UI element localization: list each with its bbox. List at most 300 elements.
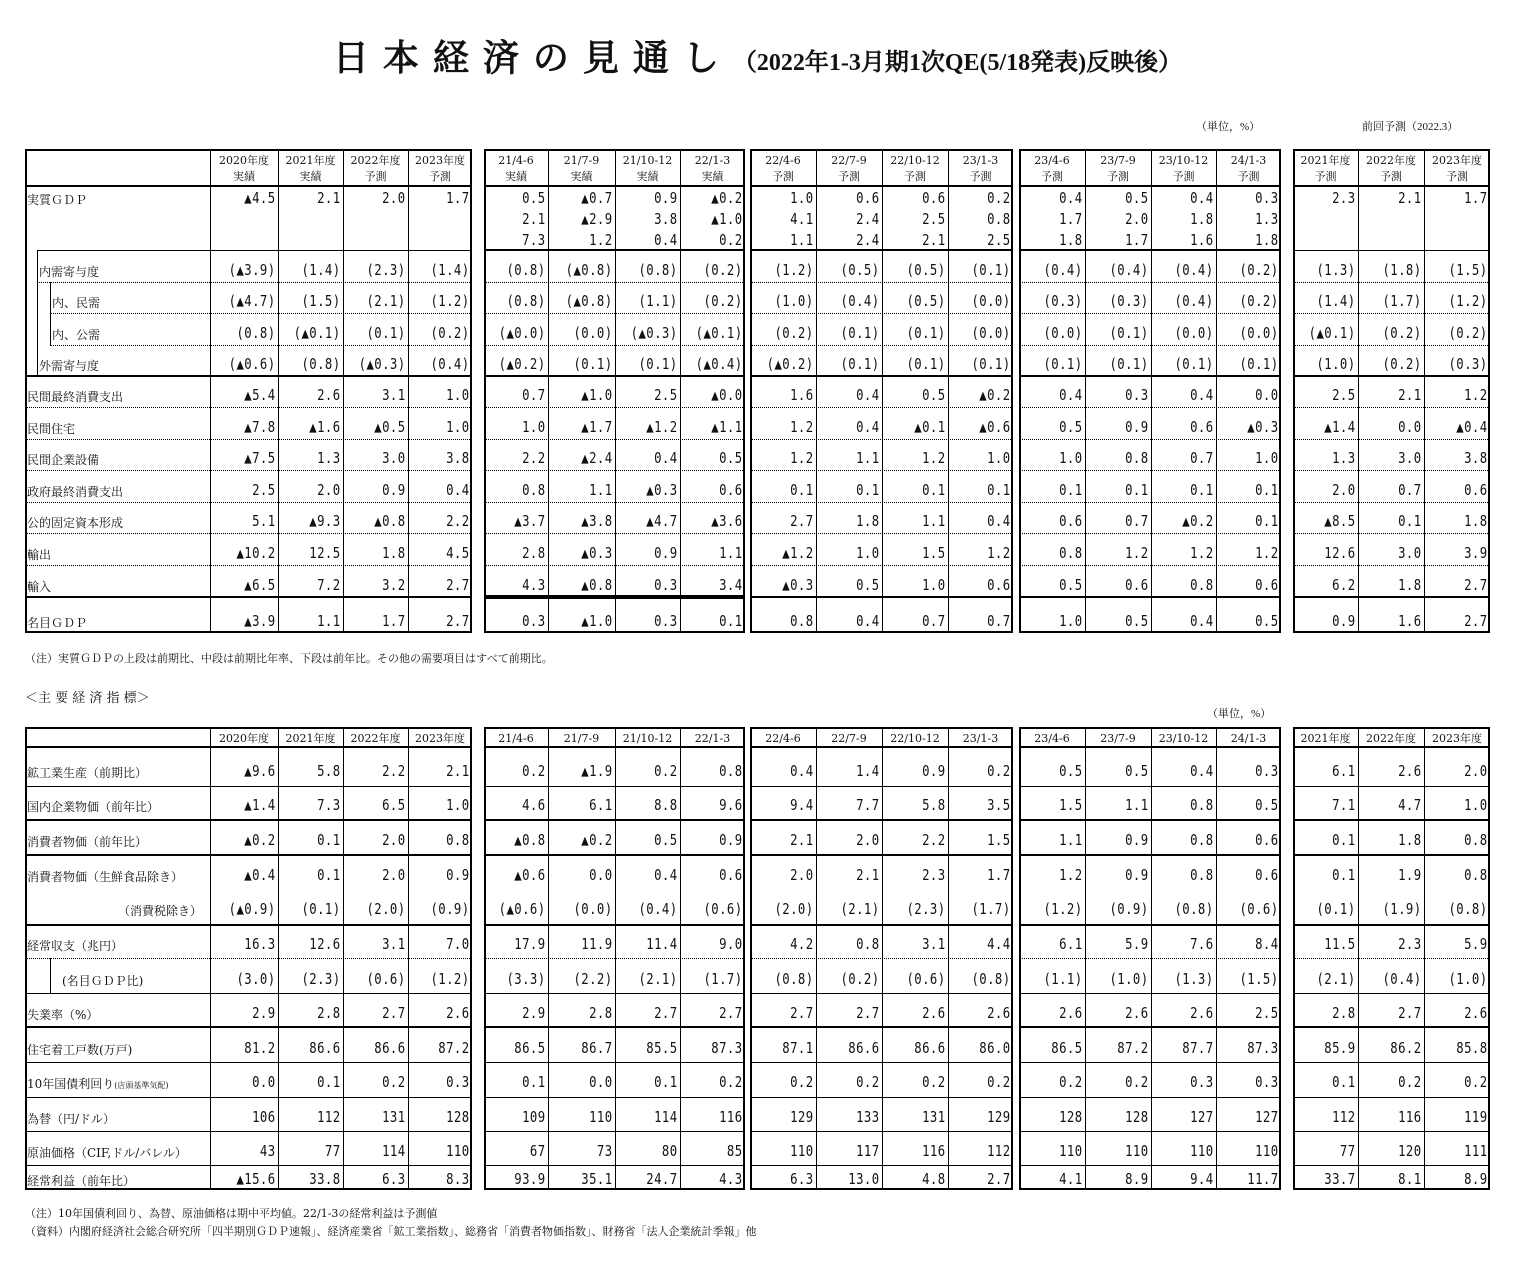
row-label: 輸出 <box>27 548 52 562</box>
table-cell: (0.6) <box>366 970 406 988</box>
table-cell: 2.2 <box>382 762 406 780</box>
row-label <box>27 764 147 781</box>
divider <box>25 502 472 503</box>
table-cell: 0.4 <box>1190 386 1214 404</box>
table-cell: 6.2 <box>1332 576 1356 594</box>
unit-label: （単位，%） <box>1196 121 1261 133</box>
table-cell: (0.1) <box>1109 324 1149 342</box>
sources-note: （資料）内閣府経済社会総合研究所「四半期別ＧＤＰ速報」、経済産業省「鉱工業指数」、総務省「消費者物価指数」、財務省「法人企業統計季報」他 <box>25 1225 757 1238</box>
divider <box>37 282 472 283</box>
table-cell: (2.1) <box>840 900 880 918</box>
table-cell: 87.2 <box>1117 1039 1149 1057</box>
table-cell: 2.6 <box>922 1004 946 1022</box>
table-cell: (0.0) <box>1043 324 1083 342</box>
table-cell: 110 <box>790 1142 814 1160</box>
table-cell: (0.4) <box>1109 261 1149 279</box>
table-cell: 0.8 <box>1190 831 1214 849</box>
divider <box>484 502 745 503</box>
divider <box>25 1062 472 1063</box>
divider <box>1019 924 1281 926</box>
column-header-type: 予測 <box>1380 170 1402 183</box>
cell-real-gdp-quarterly-qoq: 0.5 <box>1125 189 1149 207</box>
divider <box>750 282 1013 283</box>
table-cell: 11.5 <box>1324 935 1356 953</box>
divider <box>750 407 1013 408</box>
table-cell: 87.7 <box>1182 1039 1214 1057</box>
divider <box>750 439 1013 440</box>
table-cell: 106 <box>252 1108 276 1126</box>
divider <box>1019 1026 1281 1028</box>
table-cell: (0.3) <box>1448 355 1488 373</box>
divider <box>1019 439 1281 440</box>
table-cell: 0.4 <box>987 512 1011 530</box>
table-cell: 112 <box>317 1108 341 1126</box>
table-cell: 0.6 <box>987 576 1011 594</box>
table-cell: (1.2) <box>1043 900 1083 918</box>
table-cell: 0.7 <box>522 386 546 404</box>
table-cell: (0.1) <box>971 355 1011 373</box>
table-cell: 2.9 <box>252 1004 276 1022</box>
table-cell: (1.5) <box>1448 261 1488 279</box>
table-cell: (0.4) <box>840 292 880 310</box>
table-cell: (2.3) <box>906 900 946 918</box>
column-header-period: 21/10-12 <box>622 154 673 167</box>
table-cell: 0.2 <box>987 1073 1011 1091</box>
table-cell: 0.2 <box>719 1073 743 1091</box>
row-label: 民間最終消費支出 <box>27 390 124 404</box>
column-header <box>680 153 745 185</box>
table-cell: 0.6 <box>719 866 743 884</box>
table-cell: ▲4.7 <box>646 512 678 530</box>
divider <box>750 345 1013 346</box>
row-label <box>27 1144 187 1161</box>
divider <box>1019 958 1281 959</box>
table-cell: 1.1 <box>589 481 613 499</box>
table-cell: ▲7.8 <box>244 418 276 436</box>
table-cell: (0.8) <box>506 261 546 279</box>
table-cell: 0.9 <box>1125 418 1149 436</box>
table-cell: 9.4 <box>1190 1170 1214 1188</box>
table-cell: 0.1 <box>1059 481 1083 499</box>
cell-real-gdp-quarterly-annualized: 4.1 <box>790 210 814 228</box>
divider <box>1019 993 1281 994</box>
cell-real-gdp-quarterly-yoy: 2.4 <box>856 231 880 249</box>
cell-real-gdp-quarterly-annualized: 0.8 <box>987 210 1011 228</box>
divider <box>25 1131 472 1132</box>
table-cell: 2.7 <box>382 1004 406 1022</box>
table-cell: (▲0.9) <box>228 900 276 918</box>
table-cell: ▲5.4 <box>244 386 276 404</box>
divider <box>1019 1062 1281 1063</box>
table-cell: 4.3 <box>719 1170 743 1188</box>
cell-real-gdp-quarterly-annualized: 3.8 <box>654 210 678 228</box>
table-cell: 85.8 <box>1456 1039 1488 1057</box>
divider <box>484 282 745 283</box>
table-cell: 0.8 <box>1125 449 1149 467</box>
table-cell: 2.5 <box>1332 386 1356 404</box>
table-cell: 1.6 <box>790 386 814 404</box>
table-cell: 110 <box>1125 1142 1149 1160</box>
table-cell: 2.0 <box>856 831 880 849</box>
divider <box>1293 1131 1490 1132</box>
table-cell: 24.7 <box>646 1170 678 1188</box>
table-cell: 6.1 <box>589 796 613 814</box>
column-header-type: 予測 <box>1041 170 1063 183</box>
table-cell: (3.3) <box>506 970 546 988</box>
table-cell: 7.3 <box>317 796 341 814</box>
table1-note: （注）実質ＧＤＰの上段は前期比、中段は前期比年率、下段は前年比。その他の需要項目はすべて前期比。 <box>25 652 553 665</box>
table-cell: 0.1 <box>522 1073 546 1091</box>
table-cell: 112 <box>1332 1108 1356 1126</box>
table-cell: 110 <box>589 1108 613 1126</box>
table-cell: 0.3 <box>446 1073 470 1091</box>
row-label-text: 鉱工業生産（前期比） <box>27 766 148 780</box>
column-header-type: 予測 <box>364 170 387 183</box>
table-cell: 7.0 <box>446 935 470 953</box>
table-cell: 1.8 <box>1464 512 1488 530</box>
column-header-period: 23/7-9 <box>1100 154 1136 167</box>
column-header <box>816 153 882 185</box>
row-label: 公的固定資本形成 <box>27 516 124 530</box>
row-label: 内、民需 <box>52 296 101 310</box>
table-cell: 1.0 <box>987 449 1011 467</box>
table-cell: ▲0.3 <box>1247 418 1279 436</box>
table-cell: (1.9) <box>1382 900 1422 918</box>
row-label <box>27 937 123 954</box>
table-cell: 2.7 <box>1464 612 1488 630</box>
table-cell: 85 <box>726 1142 743 1160</box>
table-cell: 8.1 <box>1398 1170 1422 1188</box>
table-cell: 1.0 <box>856 544 880 562</box>
table-cell: (0.2) <box>1382 355 1422 373</box>
table-cell: 0.1 <box>317 1073 341 1091</box>
row-label-text: 経常利益（前年比） <box>27 1174 136 1188</box>
column-header <box>343 153 408 185</box>
divider <box>1019 185 1281 187</box>
table-cell: 0.3 <box>1255 762 1279 780</box>
column-header-type: 予測 <box>772 170 794 183</box>
divider <box>25 958 472 959</box>
table-cell: (2.3) <box>301 970 341 988</box>
divider <box>25 786 472 787</box>
table-cell: 1.1 <box>922 512 946 530</box>
divider <box>25 854 472 856</box>
table-cell: 1.3 <box>1332 449 1356 467</box>
divider <box>484 854 745 856</box>
cell-real-gdp-quarterly-annualized: ▲1.0 <box>711 210 743 228</box>
column-header <box>615 153 680 185</box>
divider <box>25 533 472 534</box>
column-header-period: 2021年度 <box>1300 154 1351 167</box>
table-cell: (0.4) <box>1174 292 1214 310</box>
table-cell: (▲0.0) <box>498 324 546 342</box>
cell-real-gdp-quarterly-qoq: ▲0.7 <box>581 189 613 207</box>
table-cell: (0.5) <box>840 261 880 279</box>
divider <box>1293 439 1490 440</box>
table-cell: (0.0) <box>573 900 613 918</box>
table-cell: 2.6 <box>1464 1004 1488 1022</box>
table-cell: 2.5 <box>252 481 276 499</box>
table-cell: ▲6.5 <box>244 576 276 594</box>
table-cell: ▲3.6 <box>711 512 743 530</box>
table-cell: (2.1) <box>1316 970 1356 988</box>
table-cell: ▲7.5 <box>244 449 276 467</box>
table-cell: ▲0.0 <box>711 386 743 404</box>
row-label <box>118 902 202 919</box>
table-cell: 112 <box>987 1142 1011 1160</box>
table-cell: 11.7 <box>1247 1170 1279 1188</box>
section-title-indicators: ＜主 要 経 済 指 標＞ <box>25 691 150 706</box>
table-cell: (1.7) <box>1382 292 1422 310</box>
table-cell: 2.7 <box>987 1170 1011 1188</box>
table-cell: 119 <box>1464 1108 1488 1126</box>
table-cell: 0.5 <box>856 576 880 594</box>
indent-line <box>37 250 38 376</box>
divider <box>1293 565 1490 566</box>
table-cell: 0.1 <box>1190 481 1214 499</box>
table-cell: 3.8 <box>1464 449 1488 467</box>
table-cell: 1.7 <box>987 866 1011 884</box>
divider <box>25 565 472 566</box>
divider <box>484 439 745 440</box>
table-cell: 2.7 <box>446 576 470 594</box>
divider <box>615 149 616 633</box>
title-subtitle: （2022年1-3月期1次QE(5/18発表)反映後） <box>732 50 1183 76</box>
table2-note: （注）10年国債利回り、為替、原油価格は期中平均値。22/1-3の経常利益は予測値 <box>25 1207 438 1220</box>
table-cell: (0.0) <box>1239 324 1279 342</box>
table-cell: (1.2) <box>430 970 470 988</box>
table-cell: 2.0 <box>1332 481 1356 499</box>
table-cell: 0.3 <box>1125 386 1149 404</box>
column-header <box>278 153 343 185</box>
column-header: 21/10-12 <box>622 732 673 745</box>
table-cell: (1.3) <box>1316 261 1356 279</box>
page-title <box>0 30 1515 81</box>
cell-real-gdp-quarterly-yoy: 2.1 <box>922 231 946 249</box>
column-header: 22/7-9 <box>831 732 867 745</box>
row-label: 内需寄与度 <box>39 265 100 279</box>
cell-real-gdp-previous: 2.3 <box>1332 189 1356 207</box>
table-cell: 2.0 <box>382 866 406 884</box>
divider <box>25 819 472 821</box>
table-cell: 0.2 <box>987 762 1011 780</box>
table-cell: 7.1 <box>1332 796 1356 814</box>
table-cell: ▲0.2 <box>244 831 276 849</box>
table-cell: (0.4) <box>1174 261 1214 279</box>
column-header-period: 23/4-6 <box>1034 154 1070 167</box>
divider <box>1293 345 1490 346</box>
table-cell: 0.4 <box>654 449 678 467</box>
table-cell: (0.1) <box>906 355 946 373</box>
table-cell: 0.5 <box>1255 612 1279 630</box>
row-label <box>27 1110 115 1127</box>
table-cell: 5.8 <box>317 762 341 780</box>
table-cell: 0.8 <box>856 935 880 953</box>
table-cell: (0.1) <box>971 261 1011 279</box>
table-cell: 1.0 <box>446 796 470 814</box>
table-cell: 0.5 <box>1059 762 1083 780</box>
divider <box>1019 1165 1281 1166</box>
table-cell: 33.7 <box>1324 1170 1356 1188</box>
table-cell: 2.5 <box>654 386 678 404</box>
table-cell: 0.0 <box>1255 386 1279 404</box>
table-cell: (0.1) <box>1174 355 1214 373</box>
table-cell: (0.8) <box>506 292 546 310</box>
column-header: 22/4-6 <box>765 732 801 745</box>
table-cell: 81.2 <box>244 1039 276 1057</box>
table-cell: (0.8) <box>1174 900 1214 918</box>
table-cell: (2.0) <box>774 900 814 918</box>
table-cell: 4.4 <box>987 935 1011 953</box>
row-label-text: 原油価格（CIF,ドル/バレル） <box>27 1146 187 1160</box>
table-cell: 0.7 <box>1125 512 1149 530</box>
table-cell: (0.3) <box>1109 292 1149 310</box>
table-cell: 0.3 <box>522 612 546 630</box>
table-cell: 12.5 <box>309 544 341 562</box>
table-cell: (▲3.9) <box>228 261 276 279</box>
table-cell: 1.2 <box>922 449 946 467</box>
divider <box>750 375 1013 377</box>
row-label <box>27 868 183 885</box>
row-label <box>62 972 143 989</box>
table-cell: 2.7 <box>1464 576 1488 594</box>
table-cell: 0.1 <box>719 612 743 630</box>
table-cell: 3.0 <box>382 449 406 467</box>
table-cell: (0.8) <box>774 970 814 988</box>
table-cell: 0.1 <box>922 481 946 499</box>
column-header: 24/1-3 <box>1230 732 1267 745</box>
table-cell: (0.1) <box>1316 900 1356 918</box>
table-cell: 0.2 <box>382 1073 406 1091</box>
cell-real-gdp-quarterly-annualized: 2.5 <box>922 210 946 228</box>
table-cell: 1.2 <box>790 418 814 436</box>
table-cell: 114 <box>382 1142 406 1160</box>
divider <box>484 1097 745 1098</box>
table-cell: 1.3 <box>317 449 341 467</box>
column-header-type: 予測 <box>1446 170 1468 183</box>
table-cell: ▲9.3 <box>309 512 341 530</box>
table-cell: (▲0.2) <box>498 355 546 373</box>
table-cell: ▲0.2 <box>581 831 613 849</box>
table-cell: 0.6 <box>1464 481 1488 499</box>
divider <box>484 1131 745 1132</box>
cell-real-gdp-annual: ▲4.5 <box>244 189 276 207</box>
table-cell: ▲2.4 <box>581 449 613 467</box>
table-cell: (▲0.3) <box>630 324 678 342</box>
table-cell: ▲1.2 <box>646 418 678 436</box>
table-cell: 2.6 <box>317 386 341 404</box>
table-cell: 110 <box>1190 1142 1214 1160</box>
table-cell: 0.0 <box>589 1073 613 1091</box>
table-cell: 2.7 <box>446 612 470 630</box>
row-label <box>27 798 159 815</box>
row-label-text: 国内企業物価（前年比） <box>27 800 160 814</box>
table-cell: 1.8 <box>382 544 406 562</box>
divider <box>484 470 745 471</box>
table-cell: 2.7 <box>719 1004 743 1022</box>
table-cell: ▲1.7 <box>581 418 613 436</box>
cell-real-gdp-quarterly-yoy: 0.2 <box>719 231 743 249</box>
divider <box>484 1026 745 1028</box>
table-cell: 3.5 <box>987 796 1011 814</box>
table-cell: 8.4 <box>1255 935 1279 953</box>
table-cell: 0.4 <box>790 762 814 780</box>
table-cell: 0.3 <box>1255 1073 1279 1091</box>
table-cell: 0.1 <box>1332 831 1356 849</box>
table-cell: 110 <box>446 1142 470 1160</box>
divider <box>1293 1062 1490 1063</box>
table-cell: 0.4 <box>856 418 880 436</box>
table-cell: ▲10.2 <box>236 544 276 562</box>
divider <box>1019 313 1281 314</box>
column-header <box>750 153 816 185</box>
table-cell: 2.8 <box>1332 1004 1356 1022</box>
table-cell: 8.9 <box>1464 1170 1488 1188</box>
table-cell: (1.0) <box>1448 970 1488 988</box>
table-cell: 0.8 <box>1190 796 1214 814</box>
column-header <box>548 153 615 185</box>
table-cell: 0.8 <box>1190 866 1214 884</box>
table-cell: 110 <box>1255 1142 1279 1160</box>
table-cell: 133 <box>856 1108 880 1126</box>
table-cell: (1.5) <box>1239 970 1279 988</box>
divider <box>1019 1131 1281 1132</box>
divider <box>484 565 745 566</box>
divider <box>750 502 1013 503</box>
table-cell: 0.6 <box>1255 576 1279 594</box>
table-cell: 87.1 <box>782 1039 814 1057</box>
table-cell: 0.6 <box>1255 866 1279 884</box>
table-cell: ▲1.4 <box>1324 418 1356 436</box>
table-cell: 1.9 <box>1398 866 1422 884</box>
table-cell: 2.8 <box>589 1004 613 1022</box>
divider <box>25 1097 472 1098</box>
table-cell: ▲0.4 <box>244 866 276 884</box>
table-cell: 0.6 <box>719 481 743 499</box>
cell-real-gdp-quarterly-yoy: 1.2 <box>589 231 613 249</box>
table-cell: (▲0.1) <box>1308 324 1356 342</box>
table-cell: 2.1 <box>1398 386 1422 404</box>
table-cell: (1.1) <box>638 292 678 310</box>
divider <box>484 595 745 599</box>
table-cell: 1.5 <box>922 544 946 562</box>
table-cell: (1.2) <box>774 261 814 279</box>
table-cell: 86.6 <box>309 1039 341 1057</box>
cell-real-gdp-quarterly-qoq: 1.0 <box>790 189 814 207</box>
table-cell: 1.0 <box>446 386 470 404</box>
cell-real-gdp-quarterly-annualized: 1.7 <box>1059 210 1083 228</box>
table-cell: 2.0 <box>317 481 341 499</box>
column-header <box>948 153 1013 185</box>
table-cell: (▲0.1) <box>293 324 341 342</box>
table-cell: (1.4) <box>301 261 341 279</box>
table-cell: 73 <box>596 1142 613 1160</box>
table-cell: 0.8 <box>1464 831 1488 849</box>
row-label-note: (店頭基準気配) <box>114 1081 169 1090</box>
divider <box>948 149 949 633</box>
table-cell: (0.0) <box>573 324 613 342</box>
table-cell: 0.4 <box>1190 762 1214 780</box>
column-header <box>882 153 948 185</box>
table-cell: (3.0) <box>236 970 276 988</box>
table-cell: 6.3 <box>382 1170 406 1188</box>
table-cell: 0.9 <box>1125 831 1149 849</box>
table-cell: 131 <box>922 1108 946 1126</box>
cell-real-gdp-quarterly-yoy: 1.6 <box>1190 231 1214 249</box>
table-cell: 86.6 <box>914 1039 946 1057</box>
table-cell: (2.2) <box>573 970 613 988</box>
table-cell: 4.8 <box>922 1170 946 1188</box>
